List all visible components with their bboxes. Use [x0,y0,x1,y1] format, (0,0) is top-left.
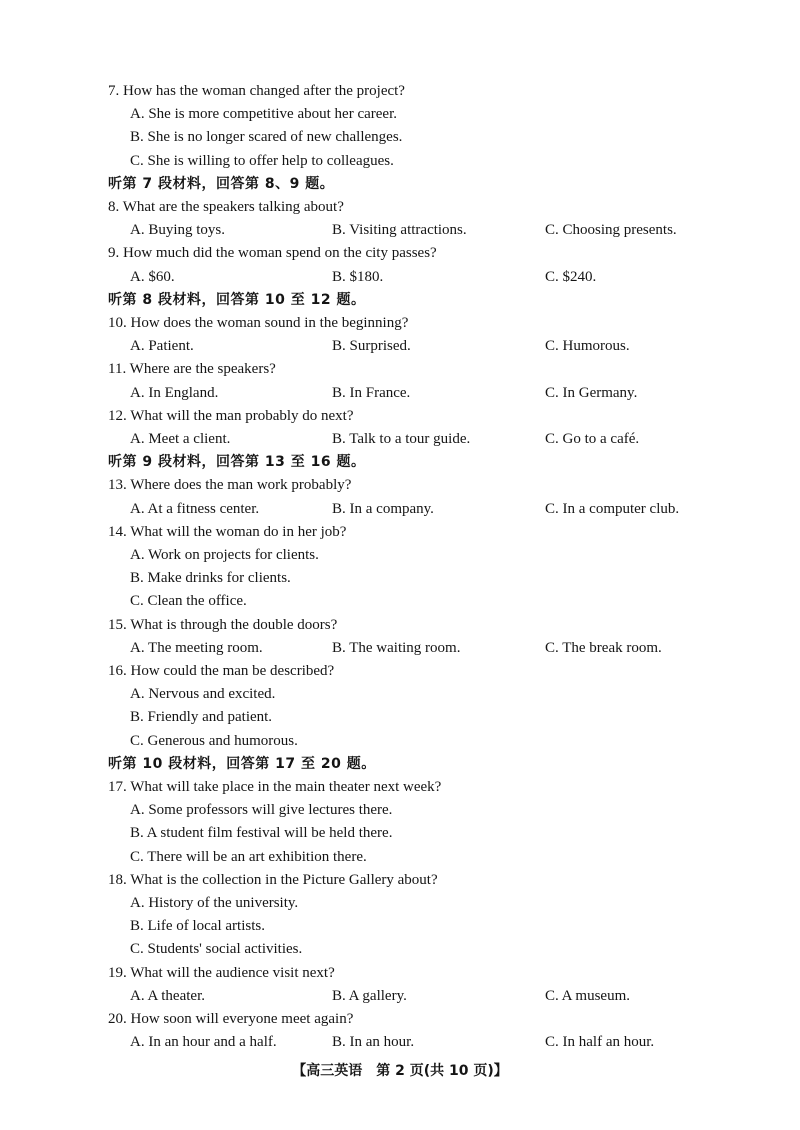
option-row [0,985,800,1008]
option-line [0,915,800,938]
option-c: C. In a computer club. [545,500,680,517]
option-text: B. A student film festival will be held there. [130,825,393,842]
option-a: A. $60. [130,268,175,285]
option-line [0,938,800,961]
option-a: A. In England. [130,384,219,401]
option-line [0,799,800,822]
question-line [0,1008,800,1031]
option-row [0,637,800,660]
question-text: 10. How does the woman sound in the beginning? [108,315,409,331]
option-a: A. Buying toys. [130,222,226,239]
option-line [0,150,800,173]
option-line [0,683,800,706]
option-line [0,846,800,869]
option-b: B. Surprised. [332,338,411,355]
question-line [0,80,800,103]
option-text: A. Work on projects for clients. [130,547,319,563]
option-row [0,428,800,451]
question-text: 13. Where does the man work probably? [108,477,352,494]
question-text: 17. What will take place in the main theater next week? [108,779,442,795]
option-row [0,335,800,358]
question-line [0,776,800,799]
option-line [0,103,800,126]
question-text: 20. How soon will everyone meet again? [108,1011,354,1027]
question-line [0,869,800,892]
question-text: 7. How has the woman changed after the project? [108,83,405,99]
question-text: 18. What is the collection in the Picture Gallery about? [108,871,438,888]
option-a: A. Patient. [130,338,194,355]
option-c: C. A museum. [545,987,631,1004]
option-c: C. In half an hour. [545,1034,655,1051]
page-footer: 【高三英语 第 2 页(共 10 页)】 [292,1063,508,1079]
question-line [0,405,800,428]
question-line [0,474,800,497]
question-text: 15. What is through the double doors? [108,616,338,633]
section-instruction [0,289,800,312]
option-b: B. A gallery. [332,987,407,1004]
option-text: B. Life of local artists. [130,918,265,935]
option-text: B. She is no longer scared of new challenges. [130,129,403,146]
section-instruction-text: 听第 10 段材料，回答第 17 至 20 题。 [108,755,376,772]
question-line [0,962,800,985]
option-c: C. In Germany. [545,384,638,401]
option-line [0,892,800,915]
option-text: C. She is willing to offer help to colleagues. [130,152,394,169]
option-a: A. A theater. [130,987,205,1004]
section-instruction [0,451,800,474]
option-b: B. The waiting room. [332,639,461,656]
option-text: C. There will be an art exhibition there. [130,848,367,865]
section-instruction [0,173,800,196]
option-c: C. $240. [545,268,597,285]
option-c: C. The break room. [545,639,662,656]
question-text: 16. How could the man be described? [108,663,335,679]
option-a: A. Meet a client. [130,431,231,447]
section-instruction-text: 听第 9 段材料，回答第 13 至 16 题。 [108,454,366,471]
question-text: 19. What will the audience visit next? [108,964,335,981]
question-text: 12. What will the man probably do next? [108,407,354,424]
option-b: B. $180. [332,268,384,285]
option-text: A. Nervous and excited. [130,686,276,703]
option-row [0,382,800,405]
question-line [0,614,800,637]
option-b: B. In an hour. [332,1034,415,1051]
option-text: A. Some professors will give lectures there. [130,802,393,819]
option-line [0,590,800,613]
option-text: C. Students' social activities. [130,941,303,958]
option-b: B. In a company. [332,500,434,517]
question-line [0,358,800,381]
question-line [0,312,800,335]
option-text: B. Make drinks for clients. [130,570,291,587]
option-b: B. In France. [332,384,411,401]
option-row [0,498,800,521]
question-line [0,242,800,265]
option-text: A. History of the university. [130,895,299,911]
option-c: C. Go to a café. [545,431,640,447]
question-text: 9. How much did the woman spend on the city passes? [108,245,437,262]
option-a: A. At a fitness center. [130,500,260,517]
option-line [0,544,800,567]
option-b: B. Visiting attractions. [332,222,467,239]
option-text: A. She is more competitive about her career. [130,106,397,123]
question-line [0,196,800,219]
question-text: 11. Where are the speakers? [108,361,276,378]
option-a: A. The meeting room. [130,639,263,656]
option-line [0,126,800,149]
section-instruction-text: 听第 8 段材料，回答第 10 至 12 题。 [108,291,366,308]
option-row [0,266,800,289]
option-text: B. Friendly and patient. [130,709,273,726]
option-line [0,730,800,753]
question-line [0,521,800,544]
option-text: C. Clean the office. [130,593,247,610]
option-line [0,706,800,729]
option-text: C. Generous and humorous. [130,732,298,749]
option-c: C. Choosing presents. [545,222,677,239]
section-instruction [0,753,800,776]
section-instruction-text: 听第 7 段材料，回答第 8、9 题。 [108,175,335,192]
question-text: 8. What are the speakers talking about? [108,199,344,215]
question-line [0,660,800,683]
option-row [0,219,800,242]
question-text: 14. What will the woman do in her job? [108,523,347,540]
option-b: B. Talk to a tour guide. [332,431,471,447]
option-c: C. Humorous. [545,338,630,355]
option-row [0,1031,800,1054]
option-a: A. In an hour and a half. [130,1034,277,1051]
option-line [0,567,800,590]
option-line [0,822,800,845]
